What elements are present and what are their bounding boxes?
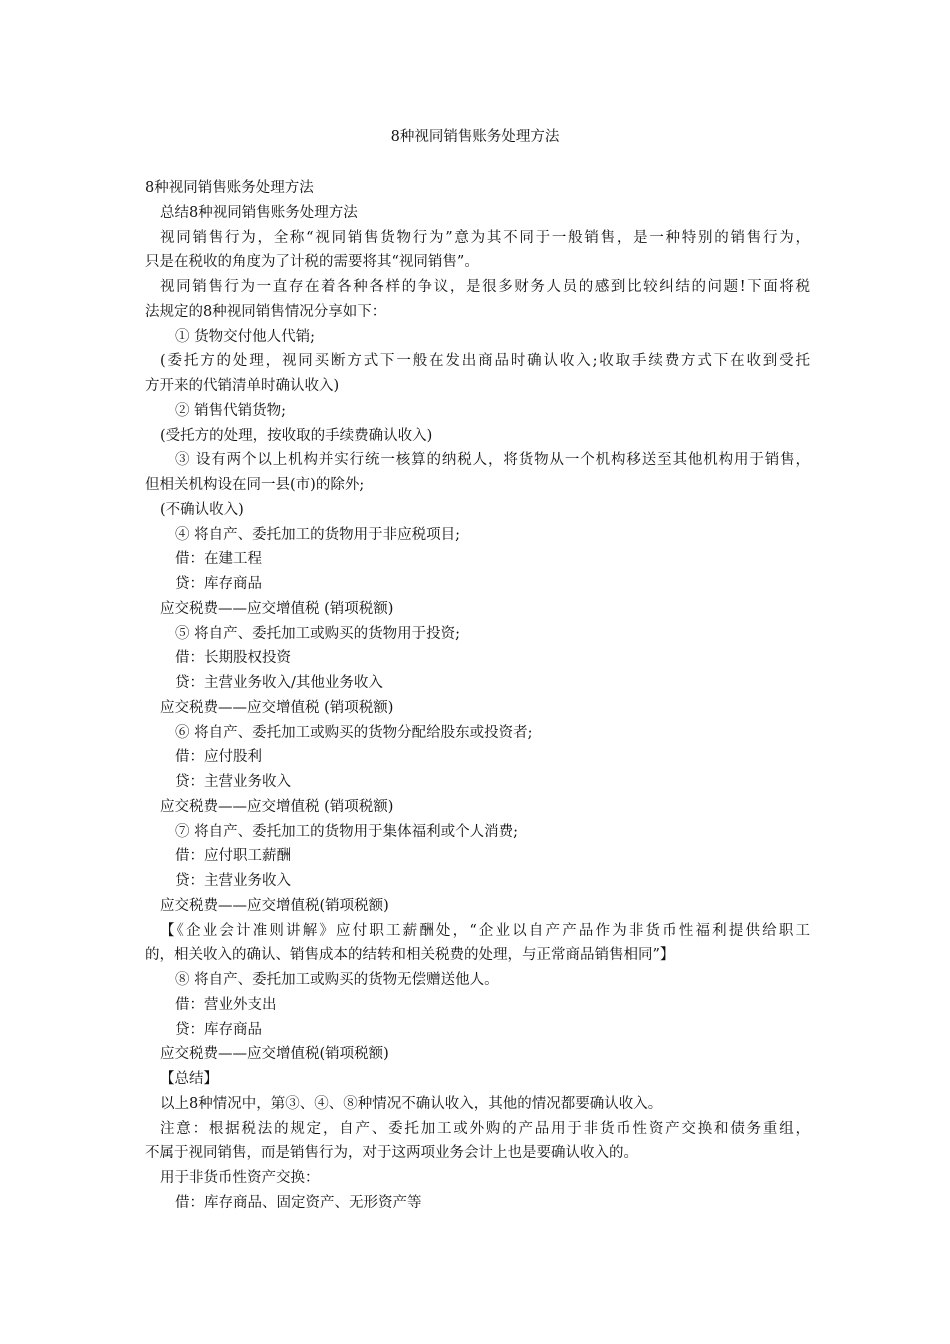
text-line: 【总结】 — [160, 1071, 218, 1087]
text-line: 只是在税收的角度为了计税的需要将其“视同销售”。 — [145, 254, 479, 271]
text-line: 方开来的代销清单时确认收入) — [145, 378, 340, 394]
text-line: 借：长期股权投资 — [175, 650, 291, 667]
text-line: 应交税费——应交增值税 (销项税额) — [160, 699, 394, 716]
text-line: 借：应付职工薪酬 — [175, 848, 291, 865]
text-line: 以上8种情况中，第③、④、⑧种情况不确认收入，其他的情况都要确认收入。 — [160, 1095, 663, 1112]
text-line: 借：库存商品、固定资产、无形资产等 — [175, 1194, 422, 1211]
text-line: 总结8种视同销售账务处理方法 — [160, 204, 358, 221]
text-line: 但相关机构设在同一县(市)的除外; — [145, 477, 365, 493]
text-line: 8种视同销售账务处理方法 — [145, 180, 314, 196]
text-line: (受托方的处理，按收取的手续费确认收入) — [160, 427, 433, 444]
text-line: ② 销售代销货物; — [175, 402, 286, 419]
text-line: 借：应付股利 — [175, 749, 262, 766]
text-line: 贷：库存商品 — [175, 576, 262, 592]
text-line: 法规定的8种视同销售情况分享如下： — [145, 303, 387, 320]
text-line: 应交税费——应交增值税 (销项税额) — [160, 600, 394, 617]
text-line: 不属于视同销售，而是销售行为，对于这两项业务会计上也是要确认收入的。 — [145, 1145, 638, 1162]
text-line: ⑤ 将自产、委托加工或购买的货物用于投资; — [175, 625, 460, 642]
text-line: 【《企业会计准则讲解》应付职工薪酬处，“企业以自产产品作为非货币性福利提供给职工 — [160, 922, 810, 939]
text-line: (委托方的处理，视同买断方式下一般在发出商品时确认收入;收取手续费方式下在收到受托 — [160, 353, 810, 370]
text-line: 借：营业外支出 — [175, 996, 277, 1013]
text-line: 贷：主营业务收入 — [175, 774, 291, 790]
text-line: ⑧ 将自产、委托加工或购买的货物无偿赠送他人。 — [175, 972, 499, 988]
text-line: 应交税费——应交增值税(销项税额) — [160, 1046, 389, 1063]
text-line: 贷：主营业务收入 — [175, 873, 291, 889]
text-line: ⑦ 将自产、委托加工的货物用于集体福利或个人消费; — [175, 823, 518, 840]
text-line: 的，相关收入的确认、销售成本的结转和相关税费的处理，与正常商品销售相同”】 — [145, 947, 675, 964]
text-line: 视同销售行为一直存在着各种各样的争议，是很多财务人员的感到比较纠结的问题!下面将税 — [160, 279, 810, 295]
document-title: 8种视同销售账务处理方法 — [390, 129, 560, 145]
text-line: 注意：根据税法的规定，自产、委托加工或外购的产品用于非货币性资产交换和债务重组， — [160, 1120, 810, 1137]
text-line: 贷：库存商品 — [175, 1021, 262, 1038]
text-line: 应交税费——应交增值税 (销项税额) — [160, 798, 394, 815]
text-line: (不确认收入) — [160, 501, 244, 518]
text-line: 用于非货币性资产交换： — [160, 1170, 320, 1186]
text-line: ① 货物交付他人代销; — [175, 328, 315, 345]
document-body — [145, 176, 810, 1216]
text-line: ③ 设有两个以上机构并实行统一核算的纳税人，将货物从一个机构移送至其他机构用于销售， — [175, 452, 810, 469]
text-line: 贷：主营业务收入/其他业务收入 — [175, 675, 383, 691]
text-line: ④ 将自产、委托加工的货物用于非应税项目; — [175, 526, 460, 543]
text-line: 借：在建工程 — [175, 551, 262, 568]
text-line: 视同销售行为，全称“视同销售货物行为”意为其不同于一般销售，是一种特别的销售行为， — [160, 229, 810, 246]
text-line: ⑥ 将自产、委托加工或购买的货物分配给股东或投资者; — [175, 724, 533, 741]
text-line: 应交税费——应交增值税(销项税额) — [160, 897, 389, 914]
